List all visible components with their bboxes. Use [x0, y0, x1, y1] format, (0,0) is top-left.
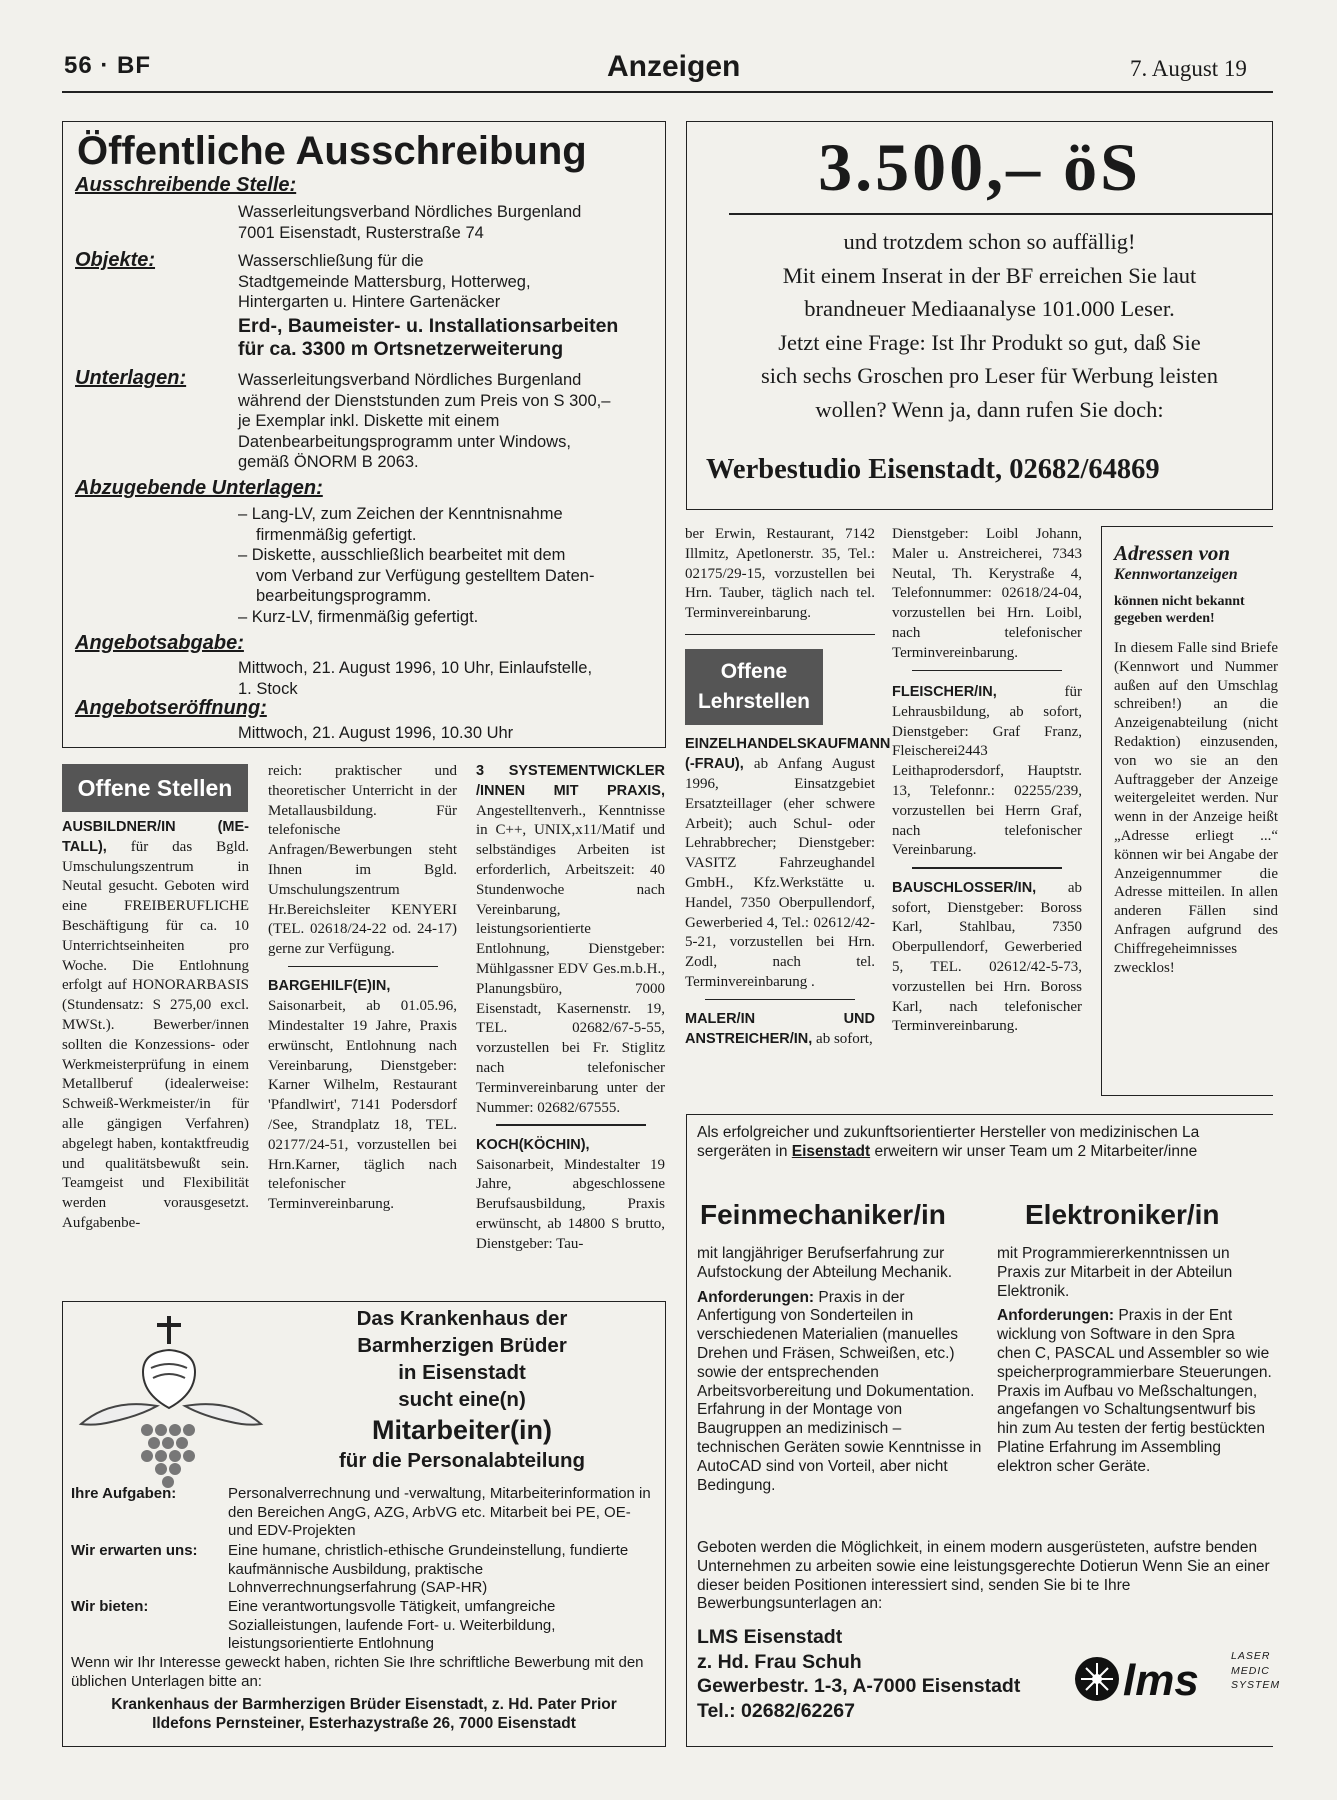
- adressen-subtitle: können nicht bekannt gegeben werden!: [1114, 594, 1245, 626]
- tender-box: [62, 121, 666, 748]
- lms-address: LMS Eisenstadt z. Hd. Frau Schuh Gewerbestr. 1-3, A-7000 Eisenstadt Tel.: 02682/62267: [697, 1626, 1021, 1722]
- stelle-text: Wasserleitungsverband Nördliches Burgenland 7001 Eisenstadt, Rusterstraße 74: [238, 203, 582, 242]
- header-rule: [62, 91, 1273, 93]
- unterlagen-text: Wasserleitungsverband Nördliches Burgenland während der Dienststunden zum Preis von S 300,– je Exemplar inkl. Diskette mit einem Datenbearbeitungsprogramm unter Windows, gemäß ÖNORM B 2063.: [238, 371, 611, 471]
- job-maler: MALER/IN UND ANSTREICHER/IN,: [685, 1011, 875, 1048]
- hospital-erwarten: Eine humane, christlich-ethische Grundeinstellung, fundierte kaufmännische Ausbildung, praktische Lohnverrechnungserfahrung (SAP-HR): [228, 1542, 629, 1596]
- section-title: Anzeigen: [607, 50, 741, 83]
- hospital-bieten-label: Wir bieten:: [71, 1598, 149, 1615]
- hospital-aufgaben: Personalverrechnung und -verwaltung, Mitarbeiterinformation in den Bereichen AngG, AZG, ArbVG etc. Mitarbeit bei PE, OE- und EDV-Projekten: [228, 1485, 651, 1539]
- column-5-rule-2: [912, 867, 1062, 869]
- hospital-box: [62, 1301, 666, 1747]
- lms-job1-title: Feinmechaniker/in: [700, 1199, 946, 1230]
- hospital-erwarten-label: Wir erwarten uns:: [71, 1542, 198, 1559]
- issue-date: 7. August 19: [1130, 56, 1247, 81]
- hospital-heading: Das Krankenhaus der Barmherzigen Brüder in Eisenstadt sucht eine(n) Mitarbeiter(in) für die Personalabteilung: [338, 1307, 586, 1472]
- lms-offer: Geboten werden die Möglichkeit, in einem modern ausgerüsteten, aufstre benden Unternehmen zu arbeiten sowie eine leistungsgerechte Dotierun Wenn Sie an einer dieser beiden Positionen interessiert sind, senden Sie bi te Ihre Bewerbungsunterlagen an:: [697, 1539, 1270, 1613]
- adressen-box: [1101, 526, 1278, 1096]
- angebotsabgabe-text: Mittwoch, 21. August 1996, 10 Uhr, Einlaufstelle, 1. Stock: [238, 659, 593, 698]
- lms-job1-text: mit langjähriger Berufserfahrung zur Aufstockung der Abteilung Mechanik. Anforderungen: Praxis in der Anfertigung von Sonderteilen in verschiedenen Materialien (manuelles Drehen und Fräsen, Schweißen, etc.) sowie der entsprechenden Arbeitsvorbereitung und Dokumentation. Erfahrung in der Montage von Baugruppen an medizinisch – technischen Geräten sowie Kenntnisse in AutoCAD sind von Vorteil, aber nicht Bedingung.: [697, 1245, 982, 1494]
- label-angebotseroeffnung: Angebotseröffnung:: [75, 697, 267, 719]
- job-koch: KOCH(KÖCHIN),: [476, 1136, 590, 1153]
- promo-rule: [729, 213, 1272, 215]
- lms-intro: Als erfolgreicher und zukunftsorientierter Hersteller von medizinischen La sergeräten in Eisenstadt erweitern wir unser Team um 2 Mitarbeiter/inne: [697, 1124, 1200, 1160]
- label-angebotsabgabe: Angebotsabgabe:: [75, 632, 244, 654]
- objekte-text: Wasserschließung für die Stadtgemeinde Mattersburg, Hotterweg, Hintergarten u. Hintere Gartenäcker: [238, 252, 531, 311]
- column-3: 3 SYSTEMENTWICKLER /INNEN MIT PRAXIS, Angestelltenverh., Kenntnisse in C++, UNIX,x11/Matif und selbständiges Arbeiten ist erforderlich, Arbeitszeit: 40 Stundenwoche nach Vereinbarung, leistungsorientierte Entlohnung, Dienstgeber: Mühlgassner EDV Ges.m.b.H., Planungsbüro, 7000 Eisenstadt, Kasernenstr. 19, TEL. 02682/67-5-55, vorzustellen bei Fr. Stiglitz nach telefonischer Terminvereinbarung unter der Nummer: 02682/67555. KOCH(KÖCHIN), Saisonarbeit, Mindestalter 19 Jahre, abgeschlossene Berufsausbildung, Praxis erwünscht, ab 14800 S brutto, Dienstgeber: Tau-: [476, 763, 665, 1252]
- label-abzugebende: Abzugebende Unterlagen:: [75, 477, 323, 499]
- column-4: ber Erwin, Restaurant, 7142 Illmitz, Apetlonerstr. 35, Tel.: 02175/29-15, vorzustellen bei Hrn. Tauber, täglich nach tel. Terminvereinbarung. Offene Lehrstellen EINZELHANDELSKAUFMANN (-FRAU), ab Anfang August 1996, Einsatzgebiet Ersatzteillager (eher schwere Arbeit); auch Schul- oder Lehrabbrecher; Dienstgeber: VASITZ Fahrzeughandel GmbH., Kfz.Werkstätte u. Handel, 7350 Oberpullendorf, Gewerberied 4, Tel.: 02612/42-5-21, vorzustellen bei Hrn. Zodl, nach tel. Terminvereinbarung . MALER/IN UND ANSTREICHER/IN, ab sofort,: [685, 526, 891, 1048]
- tender-title: Öffentliche Ausschreibung: [77, 129, 587, 173]
- offene-stellen-label: Offene Stellen: [62, 764, 248, 812]
- job-einzelhandel: EINZELHANDELSKAUFMANN (-FRAU),: [685, 736, 891, 773]
- promo-price: 3.500,– öS: [818, 129, 1141, 205]
- job-systementwickler: 3 SYSTEMENTWICKLER /INNEN MIT PRAXIS,: [476, 763, 665, 799]
- column-1: AUSBILDNER/IN (ME-TALL), für das Bgld. Umschulungszentrum in Neutal gesucht. Geboten wird eine FREIBERUFLICHE Beschäftigung für ca. 10 Unterrichtseinheiten pro Woche. Die Entlohnung erfolgt auf HONORARBASIS (Stundensatz: S 275,00 excl. MWSt.). Bewerber/innen sollten die Konzessions- oder Werkmeisterprüfung in einem Metallberuf (idealerweise: Schweiß-Werkmeister/in für alle gängigen Verfahren) abgelegt haben, kontaktfreudig und qualitätsbewußt sein. Teamgeist und Flexibilität werden vorausgesetzt. Aufgabenbe-: [62, 819, 249, 1231]
- promo-text: und trotzdem schon so auffällig! Mit einem Inserat in der BF erreichen Sie laut brandneuer Mediaanalyse 101.000 Leser. Jetzt eine Frage: Ist Ihr Produkt so gut, daß Sie sich sechs Groschen pro Leser für Werbung leisten wollen? Wenn ja, dann rufen Sie doch:: [760, 229, 1218, 422]
- promo-box: [686, 121, 1273, 510]
- label-unterlagen: Unterlagen:: [75, 367, 187, 389]
- promo-contact: Werbestudio Eisenstadt, 02682/64869: [706, 454, 1160, 485]
- lms-job2-title: Elektroniker/in: [1025, 1199, 1220, 1230]
- column-4-rule-2: [705, 999, 855, 1001]
- job-fleischer: FLEISCHER/IN,: [892, 684, 997, 701]
- adressen-text: In diesem Falle sind Briefe (Kennwort und Nummer außen auf den Umschlag schreiben!) an die Anzeigenabteilung (nicht Redaktion) einzusenden, von wo sie an den Auftraggeber der Anzeige weitergeleitet werden. Nur wenn in der Anzeige heißt „Adresse erliegt ...“ können wir bei Angabe der Anzeigennummer die Adresse mitteilen. In allen anderen Fällen sind Anfragen aufgrund des Chiffregeheimnisses zwecklos!: [1114, 640, 1278, 976]
- hospital-bieten: Eine verantwortungsvolle Tätigkeit, umfangreiche Sozialleistungen, laufende Fort- u. Weiterbildung, leistungsorientierte Entlohnung: [228, 1598, 556, 1652]
- abzugebende-text: – Lang-LV, zum Zeichen der Kenntnisnahme firmenmäßig gefertigt. – Diskette, ausschließlich bearbeitet mit dem vom Verband zur Verfügung gestelltem Daten- bearbeitungsprogramm. – Kurz-LV, firmenmäßig gefertigt.: [238, 505, 595, 626]
- column-5: Dienstgeber: Loibl Johann, Maler u. Anstreicherei, 7343 Neutal, Th. Kerystraße 4, Telefonnummer: 02618/24-04, vorzustellen bei Hrn. Loibl, nach telefonischer Terminvereinbarung. FLEISCHER/IN, für Lehrausbildung, ab sofort, Dienstgeber: Graf Franz, Fleischerei2443 Leithaprodersdorf, Hauptstr. 13, Telefonnr.: 02255/239, vorzustellen bei Herrn Graf, nach telefonischer Vereinbarung. BAUSCHLOSSER/IN, ab sofort, Dienstgeber: Boross Karl, Stahlbau, 7350 Oberpullendorf, Gewerberied 5, TEL. 02612/42-5-73, vorzustellen bei Hrn. Boross Karl, nach telefonischer Terminvereinbarung.: [892, 526, 1082, 1035]
- job-bauschlosser: BAUSCHLOSSER/IN,: [892, 879, 1037, 896]
- angebotseroeffnung-text: Mittwoch, 21. August 1996, 10.30 Uhr: [238, 724, 514, 742]
- works-text: Erd-, Baumeister- u. Installationsarbeiten für ca. 3300 m Ortsnetzerweiterung: [238, 315, 619, 360]
- hospital-emblem-icon: [71, 1312, 271, 1492]
- column-2: reich: praktischer und theoretischer Unterricht in der Metallausbildung. Für telefonische Anfragen/Bewerbungen steht Ihnen im Bgld. Umschulungszentrum Hr.Bereichsleiter KENYERI (TEL. 02618/24-22 od. 24-17) gerne zur Verfügung. BARGEHILF(E)IN, Saisonarbeit, ab 01.05.96, Mindestalter 19 Jahre, Praxis erwünscht, Entlohnung nach Vereinbarung, Dienstgeber: Karner Wilhelm, Restaurant 'Pfandlwirt', 7141 Podersdorf /See, Strandplatz 18, TEL. 02177/24-51, vorzustellen bei Hrn.Karner, täglich nach telefonischer Terminvereinbarung.: [268, 763, 457, 1213]
- hospital-aufgaben-label: Ihre Aufgaben:: [71, 1485, 177, 1502]
- page-number: 56 · BF: [64, 52, 152, 79]
- lms-logo-side: LASER MEDIC SYSTEM: [1231, 1650, 1281, 1691]
- label-stelle: Ausschreibende Stelle:: [75, 174, 297, 196]
- lms-job2-text: mit Programmiererkenntnissen un Praxis zur Mitarbeit in der Abteilun Elektronik. Anforderungen: Praxis in der Ent wicklung von Software in den Spra chen C, PASCAL und Assembler so wie speicherprogrammierbare Steuerungen. Praxis im Aufbau vo Meßschaltungen, angefangen vo Schaltungsentwurf bis hin zum Au testen der fertig bestückten Platine Erfahrung im Assembling elektron scher Geräte.: [997, 1245, 1272, 1475]
- column-5-rule: [912, 670, 1062, 672]
- label-objekte: Objekte:: [75, 249, 156, 271]
- column-2-rule: [288, 966, 438, 968]
- job-bargehilfe: BARGEHILF(E)IN,: [268, 978, 391, 995]
- column-4-rule: [685, 634, 875, 636]
- lms-logo-icon: [1071, 1649, 1231, 1709]
- hospital-closing: Wenn wir Ihr Interesse geweckt haben, richten Sie Ihre schriftliche Bewerbung mit den üblichen Unterlagen bitte an:: [71, 1654, 644, 1690]
- lms-box: [686, 1114, 1281, 1747]
- lms-logo-text: lms: [1123, 1656, 1199, 1705]
- offene-lehrstellen-label: Offene Lehrstellen: [685, 649, 823, 725]
- adressen-title: Adressen von Kennwortanzeigen: [1114, 541, 1238, 583]
- column-3-rule: [496, 1124, 646, 1126]
- hospital-address: Krankenhaus der Barmherzigen Brüder Eisenstadt, z. Hd. Pater Prior Ildefons Pernsteiner, Esterhazystraße 26, 7000 Eisenstadt: [111, 1696, 617, 1732]
- job-ausbildner: AUSBILDNER/IN (ME-TALL),: [62, 819, 249, 855]
